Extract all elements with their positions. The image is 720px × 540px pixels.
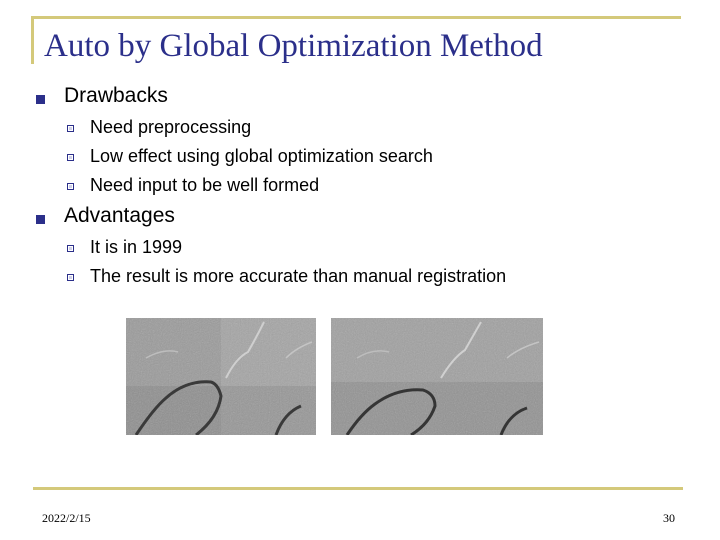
bullet-square-icon bbox=[36, 215, 45, 224]
advantage-item: It is in 1999 bbox=[90, 237, 183, 257]
page-number: 30 bbox=[663, 511, 675, 525]
drawback-item: Low effect using global optimization search bbox=[90, 146, 433, 166]
section-heading-advantages: Advantages bbox=[64, 204, 175, 227]
bullet-hollow-square-icon bbox=[67, 183, 74, 190]
registration-image-before bbox=[126, 318, 316, 435]
frame-top-rule bbox=[33, 16, 681, 19]
registration-image-after bbox=[331, 318, 543, 435]
slide-title: Auto by Global Optimization Method bbox=[44, 28, 543, 64]
bullet-hollow-square-icon bbox=[67, 125, 74, 132]
bullet-hollow-square-icon bbox=[67, 274, 74, 281]
frame-left-rule bbox=[31, 16, 34, 64]
section-heading-drawbacks: Drawbacks bbox=[64, 84, 168, 107]
advantage-item: The result is more accurate than manual registration bbox=[90, 266, 507, 286]
bullet-hollow-square-icon bbox=[67, 154, 74, 161]
drawback-item: Need preprocessing bbox=[90, 117, 252, 137]
bullet-hollow-square-icon bbox=[67, 245, 74, 252]
footer-date: 2022/2/15 bbox=[42, 511, 91, 525]
frame-bottom-rule bbox=[33, 487, 683, 490]
bullet-square-icon bbox=[36, 95, 45, 104]
drawback-item: Need input to be well formed bbox=[90, 175, 320, 195]
